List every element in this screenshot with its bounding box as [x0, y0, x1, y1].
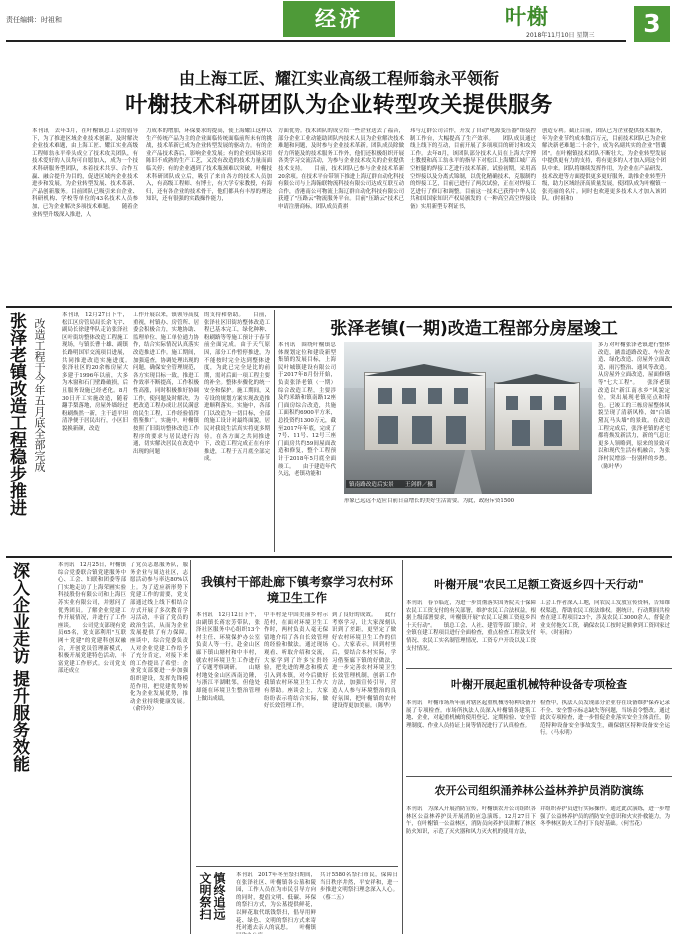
- header-rule: [6, 40, 626, 42]
- section-rule-5: [406, 776, 672, 777]
- culture-article-col-2: 共计5580名祭扫市民，保障日当日秩序井然，平安祥和，进一步推进文明祭扫理念深入人心。（蔡二五）: [320, 872, 398, 901]
- top-article-col-5: 创造专利。截止目前，团队已为企业提供技术服务，年为企业节约成本数百万元，目前技术团队已为企业解决新老难题二十余个，成为名副其实的企业"智囊团"。在叶榭镇技术团队不断壮大，为企业转型发展中提供更有力的支持，将有更多的人才加入到这个团队中来。团队将继续发挥作用，为企业在产品研发、技术改进等方面提供更多更好服务，助推企业转型升级，助力区域经济高质量发展，使团队成为叶榭镇一张亮丽的名片。同时也欢迎更多技术人才加入该团队。(时祖和): [542, 128, 666, 203]
- enterprise-article-col-1: 本刊讯 12月25日，叶榭镇综合党委联合镇党建服务中心、工会、妇联和团委等部门实地走访了上海荣圃实验科技股份有限公司和上海巨苏实业有限公司，并慰问了优秀团员。了解企业党建工作开展情况，并进行了工作座谈。 公司党支部现有党员65名，党支部利用"互联网＋党建"的党建科创双融合，开创党员管理新模式，积极开展党建特色活动，丰富党建工作形式。公司党支部还成立: [58, 562, 126, 675]
- renovated-street-photo: [344, 342, 592, 494]
- equipment-article-title: 叶榭开展起重机械特种设备专项检查: [451, 678, 627, 691]
- top-article-col-2: 力成本的增加，环保要求的提高，使上海耀江这样以生产传统产品为主的企业面临传统面临前所未有的挑战，技术革新已成为企业转型发展的驱动力。有的企业产品技术落后，影响企业发展；有的企业因场采用陈旧不成熟的生产工艺，又没有改造的技术力量而面临关停；有的企业遇到了技术瓶颈难以突破。叶榭技术科研团队成立后，吸引了来自各方的技术人员加入，有高级工程师、有博士，有大学专家教授，有海归，还有各企业的技术骨干，他们都具有丰厚的理论知识，还有很强的实践操作能力，: [146, 128, 272, 203]
- section-banner: 经济: [283, 1, 395, 37]
- town-visit-article-col-1: 本刊讯 12月12日下午，由副镇长蒋宏芳带队，张泽社区服务中心组织13个村主任、环境保护办公室负责人等一行，赴金山区廊下镇山塘村和中丰村，就农村环境卫生工作进行了专题考察调研。 山塘村地处金山区西南边陲，与浙江平湖毗邻，但他处却能在环境卫生整治管理上做出成绩，: [196, 612, 260, 702]
- farm-article-col-2: 工会工作者深入工地，向农民工发放宣传资料，告知维权渠道，帮助农民工依法维权。据统计，行动期间共检查在建工程项目23个，涉及农民工3000余人，督促企业支付拖欠工资，确保农民工按时足额拿到工资回家过年。（时祖和）: [540, 600, 670, 637]
- village-article-col-1: 本刊讯 12月27日下午，松江区房管局局长余飞宇、副局长徐建华队走访张泽社区叶街坊整体改造工程施工现场，与镇长曹十雄、副镇长路明国军交流项目进展，共同推进改造实施进度。 张泽社区的20余栋房屋大多建于1996年以前，大多为木窗和石门壁路破损，后且服务设施已经老化。8月30日开工实施改造，随着翻手梨落地，房屋外墙经过粉刷焕然一新，主干道平坦清净便于居民出行，小区旧貌换新颜，改造: [62, 312, 128, 432]
- equipment-article-col-2: 检查中，执法人员发现部分企业存在设备维护保养记录不全、安全警示标志缺失等问题，当场责令整改。通过此次专项检查，进一步督促企业落实安全主体责任，防范特种设备安全事故发生，确保辖区特种设备安全运行。（马永明）: [540, 700, 670, 737]
- farm-article-col-1: 本刊讯 春节临近，为进一步贯彻落实国务院关于保障农民工工资支付的有关部署，维护农民工合法权益，根据上级部署要求，叶榭镇开展"农民工足额工资返乡四十天行动"。 镇总工会、人社、建管等部门联合，对全镇在建工程项目进行全面检查，重点检查工程款支付情况、农民工实名制管理情况、工资专户开设以及工资支付情况。: [406, 600, 536, 652]
- enterprise-article-title: 深入企业走访 提升服务效能: [9, 562, 29, 772]
- village-article-title: 张泽老镇改造工程稳步推进: [6, 312, 26, 516]
- culture-article-col-1: 本刊讯 2017年冬至祭扫期间，在张泽社区、叶榭镇各公墓和陵园，工作人员在为市民引导方向的同时，提倡文明、低碳、环保的祭扫方式，为公墓提供鲜花，以鲜花取代纸钱祭扫，倡导用鲜花、绿色、文明的祭扫方式来寄托对逝去亲人的哀思。 叶榭镇: [236, 872, 316, 932]
- col-divider: [274, 310, 275, 552]
- zhangze-article-col-2: 形象已远远不适应目前日益增长的美好生活需要。为此，政府斥资1500: [344, 498, 515, 504]
- village-article-col-3: 的支持和帮助。 目前，张泽社区旧街坊整体改造工程已基本完工，绿化种种、粉刷路等等施工预计于春节前全面完成。由于天气原因，部分工作暂停推进，为不能按时完全达到整体进度，为此已完全是比的前期，需对后面一项工程主要的补全。整体步骤化的统一安全和保护。施工期间，又专设的规划方案实现改造推进顺利落实。实施中，各部门以改造为一切目标，全部的施工设计对最终面貌，居民对我说生活真实将更多期待。在各方面之共同推进下，改造工程完成正在有序推进，工程于五月底全部完成。: [204, 312, 270, 463]
- section-rule-3: [196, 866, 398, 867]
- town-visit-article-title: 我镇村干部赴廊下镇考察学习农村环境卫生工作: [200, 575, 393, 605]
- col-divider: [402, 560, 403, 934]
- top-article-col-1: 本刊讯 去年3月，在叶榭镇总工会的倡导下，为了推进区域企业技术创新，及时解决企业技术难题，由上海工匠、耀江实业高级工程师翁永平牵头成立了技术攻关团队，有技术爱好的人员均可自愿加入，成为一个技术科研服务型团队，本着技术共享、合作互赢、融合提升为目的，促进区域内企业技术进步和发展，为企业转型发展、技术革新、产品创新服务。目前团队已吸引来自企业、科研机构、学校等单位的43名技术人员参加，已为企业解决多项技术难题。 随着企业转型升级深入推进，人: [32, 128, 138, 218]
- zhangze-article-col-3: 多万对叶榭张泽老镇进行整体改造，涵盖道路改造、车位改造、绿化改造、房屋外立面改造、雨污整治、通风等改造。从房屋外立面改造，屋面修缮等"七大工程"。 张泽老镇改造以"新江南水乡"风貌定位，突出展现老镇亮点和特色。已竣工的三栋房屋整体风貌呈现了清新风格，如"白墙黛瓦马头墙"的景致。在改造工程完成后，张泽老镇的老宅都将焕发新活力，新的气息让更多人领略到，原来的景致可以和现代生活有机融合，为张泽村民增添一份别样的乡愁。（陈叶华）: [598, 342, 670, 470]
- culture-article-title: 慎终追远 文明祭扫: [198, 872, 226, 932]
- zhangze-article-col-1: 本刊讯 围绕叶榭镇总体规划定位和建设新型集镇的发展目标，上海民叶城镇建设有限公司于2017年8月份开始，负责张泽老镇（一期）综合改造工程，主要涉及约米路和镇南路12座门面房综合改造，共施工面积约6900平方米，总投资约1300万元，截至2017年年底，完成了7号、11号、12号三座门面房共约59间屋面改造和修复，整个工程预计于2018年5月底全面竣工。 由于建造年代久远，老镇功能和: [278, 342, 336, 478]
- page-editor: 责任编辑：时祖和: [6, 16, 62, 24]
- photo-caption: 镇南路改造后实景 王剑群／摄: [346, 480, 436, 488]
- agri-article-col-2: 并组织养护员进行实际操作。通过此次演练，进一步增强了公益林养护员的消防安全意识和火灾扑救能力，为冬季林区防火工作打下良好基础。（何雪花）: [540, 806, 670, 828]
- top-article-col-3: 方面优势。技术团队的成立给一些企业送去了福音，部分企业工业动能助团队内技术人员为企业解决技术难题和问题，及时参与企业技术革新。团队成员除做好力所能及的技术服务工作外，他们还积极组织开展各类学习交流活动，为参与企业技术攻关的企业提供技术支持。 目前，技术团队已参与企业技术革新20余项。在技术平台带领下推进上海辽群自动化科技有限公司与上海翰联物流科技有限公司达成互联互动合作，香港南公可物流上海辽群自动化科技有限公司获遵了"压路云"物流服务平台。目前"压路云"技术已申请注册商标。团队成员黄祺: [278, 128, 404, 210]
- equipment-article-col-1: 本刊讯 叶榭市场所年前对辖区起重机械等特种设备开展了专项检查。市场所执法人员深入叶榭镇各建筑工地、企业，对起重机械的使用登记、定期检验、安全管理制度、作业人员持证上岗等情况进行了认真检查。: [406, 700, 536, 729]
- section-rule-2: [6, 556, 672, 558]
- col-divider: [190, 560, 191, 934]
- top-article-title: 叶榭技术科研团队为企业转型攻关提供服务: [125, 93, 553, 118]
- village-article-subtitle: 改造工程于今年五月底全部完成: [33, 318, 46, 472]
- newspaper-logo: 叶榭: [505, 4, 549, 29]
- section-rule-1: [6, 306, 672, 308]
- farm-article-title: 叶榭开展"农民工足额工资返乡四十天行动": [434, 578, 644, 591]
- agri-article-title: 农开公司组织涌养林公益林养护员消防演练: [434, 784, 644, 797]
- top-article-subtitle: 由上海工匠、耀江实业高级工程师翁永平领衔: [178, 69, 499, 88]
- zhangze-article-title: 张泽老镇(一期)改造工程部分房屋竣工: [330, 319, 618, 339]
- village-article-col-2: 工作开展以来，镇领导高度重视，村镇办、房管所、居委会积极合力，实地协助、监理单位、施工单位通力协作，结合实际情况认真落实改造推进工作。施工期间，加强巡查，协调处理出现的问题，确保安全管理规范，各方实现目标一致，推进工作效率不断提高，工作积极性高涨，同时积极推好协调工作，使问题及时解决。为把改造工程办成让居民满意的民生工程，工作经验值得借鉴推广。实施中，叶榭镇按照了旧街坊整体改造工作程序的要求与居民进行沟通，切实解决居民在改造中出现的问题: [133, 312, 199, 455]
- town-visit-article-col-3: 到了良好的成效。 此行考察学习，让大家深刻认识到了差距，更坚定了做好农村环境卫生工作的信心。大家表示，回到村里后，要结合本村实际，学习借鉴廊下镇的好做法，进一步完善农村环境卫生长效管理机制，创新工作方法，加强宣传引导，营造人人参与环境整治的良好氛围，把叶榭镇的农村建设得更加美丽。（陈华）: [332, 612, 396, 710]
- agri-article-col-1: 本刊讯 为深入开展消防宣传，叶榭镇农开公司组织各林区公益林养护员开展消防应急演练。12月27日下午，在叶榭镇一公益林区，消防员向养护员讲解了林区防火知识，示范了灭火器和风力灭火机的使用方法，: [406, 806, 536, 835]
- page-number: 3: [634, 6, 670, 42]
- town-visit-article-col-2: 中丰村是中国美丽乡村示范村，在面对环境卫生工作时，两村负责人毫无保留地介绍了各自长效管理的经验和做法。通过现场观看、听取介绍和交流，大家学到了许多宝贵经验，把先进的理念和模式引入到本镇，对今后做好我镇农村环境卫生工作大有帮助。座谈会上，大家纷纷表示将结合实际，做好长效管理工作。: [264, 612, 328, 710]
- issue-date: 2018年11月10日 星期三: [526, 32, 595, 39]
- top-article-col-4: 玮与辽群公司合作，开发了自动"电源变压器"组装控制工作台，大幅提高了生产效率。 团队成员通过线上线下的互动，目前开展了多项项目的研讨和攻关工作。去年8月，该团队部分技术人员在上海大学博士教授和高工翁永平的指导下对松江上海耀江城厂高空桩腿的焊接工艺进行技术革新。试验初期，采用高空焊接以及分离式锦制，以优化精确技术，克服制约的焊接工艺，目前已进行了两次试验，正在对焊接工艺进行了修订和调整。目前这一技术已获得中华人民共和国国家知识产权局颁发的《一种高空高空焊接设备》实用新型专利证书，: [410, 128, 536, 210]
- section-rule-4: [406, 668, 672, 669]
- enterprise-article-col-2: 了党员志愿服务队，服务企业与周边社区，志愿活动参与率达80%以上。为了适应新形势下党建工作的需要，党支部通过线上线下相结合方式开展了多次教育学习活动，丰富了党员的政治生活，从而为企业发展提供了有力保障。 座谈中，综合党委负责人对企业党建工作给予了充分肯定，对接下来的工作提出了希望：企业党支部要进一步加强组织建设，发挥先锋模范作用，把党建优势转化为企业发展优势，推动企业持续健康发展。（俞玲玲）: [130, 562, 188, 713]
